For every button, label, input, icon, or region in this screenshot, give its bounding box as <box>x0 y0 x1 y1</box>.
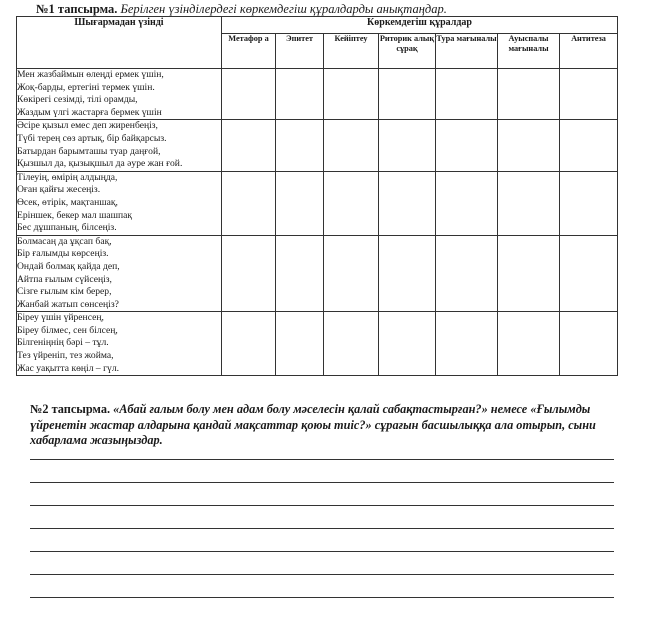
answer-cell-personification[interactable] <box>324 69 379 120</box>
answer-cell-figurative-meaning[interactable] <box>498 171 560 235</box>
excerpt-line: Көкірегі сезімді, тілі орамды, <box>17 94 138 106</box>
column-header-excerpt: Шығармадан үзінді <box>17 17 222 69</box>
excerpt-line: Жанбай жатып сөнсеңіз? <box>17 298 119 310</box>
excerpt-line: Сізге ғылым кім берер, <box>17 286 112 298</box>
answer-cell-figurative-meaning[interactable] <box>498 120 560 171</box>
excerpt-cell <box>17 69 222 120</box>
column-header-rhetorical-question: Риторик алық сұрақ <box>379 34 436 69</box>
column-header-devices: Көркемдегіш құралдар <box>222 17 618 34</box>
answer-cell-figurative-meaning[interactable] <box>498 69 560 120</box>
excerpt-line: Тез үйреніп, тез жойма, <box>17 350 114 362</box>
column-header-epithet: Эпитет <box>276 34 324 69</box>
answer-cell-personification[interactable] <box>324 235 379 312</box>
answer-cell-literal-meaning[interactable] <box>436 69 498 120</box>
answer-cell-antithesis[interactable] <box>560 171 618 235</box>
task2-question: «Абай ғалым болу мен адам болу мәселесін қалай сабақтастырған?» немесе «Ғылымды үйренетін жастар алдарына қандай мақсаттар қоюы тиіс?» сұрағын басшылыққа ала отырып, сыни хабарлама жазыңыздар. <box>30 402 596 447</box>
excerpt-line: Біреу үшін үйренсең, <box>17 312 104 324</box>
answer-cell-personification[interactable] <box>324 171 379 235</box>
table-row <box>17 120 618 171</box>
literary-devices-table <box>16 16 618 376</box>
excerpt-line: Ондай болмақ қайда деп, <box>17 260 120 272</box>
excerpt-line: Өсек, өтірік, мақтаншақ, <box>17 196 118 208</box>
excerpt-line: Әсіре қызыл емес деп жиренбеңіз, <box>17 120 158 132</box>
task2-block <box>30 402 614 449</box>
answer-cell-rhetorical-question[interactable] <box>379 120 436 171</box>
answer-cell-antithesis[interactable] <box>560 69 618 120</box>
answer-cell-rhetorical-question[interactable] <box>379 235 436 312</box>
excerpt-line: Еріншек, бекер мал шашпақ <box>17 209 133 221</box>
answer-cell-rhetorical-question[interactable] <box>379 312 436 376</box>
answer-cell-metaphor[interactable] <box>222 312 276 376</box>
answer-cell-epithet[interactable] <box>276 171 324 235</box>
answer-cell-literal-meaning[interactable] <box>436 235 498 312</box>
answer-cell-antithesis[interactable] <box>560 312 618 376</box>
table-row <box>17 69 618 120</box>
excerpt-line: Бес дұшпаның, білсеңіз. <box>17 222 117 234</box>
answer-cell-literal-meaning[interactable] <box>436 120 498 171</box>
answer-cell-epithet[interactable] <box>276 235 324 312</box>
excerpt-line: Жоқ-барды, ертегіні термек үшін. <box>17 81 155 93</box>
excerpt-cell <box>17 171 222 235</box>
answer-cell-epithet[interactable] <box>276 69 324 120</box>
answer-cell-personification[interactable] <box>324 120 379 171</box>
answer-cell-metaphor[interactable] <box>222 235 276 312</box>
excerpt-line: Мен жазбаймын өлеңді ермек үшін, <box>17 69 164 80</box>
task1-instruction: Берілген үзінділердегі көркемдегіш құралдарды анықтаңдар. <box>120 2 447 16</box>
answer-cell-rhetorical-question[interactable] <box>379 171 436 235</box>
answer-cell-figurative-meaning[interactable] <box>498 235 560 312</box>
excerpt-cell <box>17 120 222 171</box>
answer-cell-metaphor[interactable] <box>222 171 276 235</box>
excerpt-line: Айтпа ғылым сүйсеңіз, <box>17 273 112 285</box>
task1-header <box>36 2 447 17</box>
column-header-personification: Кейіптеу <box>324 34 379 69</box>
answer-line[interactable] <box>30 505 614 506</box>
answer-cell-rhetorical-question[interactable] <box>379 69 436 120</box>
answer-cell-personification[interactable] <box>324 312 379 376</box>
answer-line[interactable] <box>30 574 614 575</box>
answer-line[interactable] <box>30 459 614 460</box>
column-header-metaphor: Метафор а <box>222 34 276 69</box>
excerpt-line: Бір ғалымды көрсеңіз. <box>17 248 109 260</box>
answer-cell-antithesis[interactable] <box>560 235 618 312</box>
answer-line[interactable] <box>30 597 614 598</box>
answer-cell-epithet[interactable] <box>276 312 324 376</box>
answer-line[interactable] <box>30 551 614 552</box>
excerpt-line: Болмасаң да ұқсап бақ, <box>17 235 112 247</box>
answer-cell-literal-meaning[interactable] <box>436 171 498 235</box>
answer-line[interactable] <box>30 528 614 529</box>
task1-number: №1 тапсырма. <box>36 2 118 16</box>
column-header-antithesis: Антитеза <box>560 34 618 69</box>
excerpt-line: Жаздым үлгі жастарға бермек үшін <box>17 106 162 118</box>
table-row <box>17 312 618 376</box>
excerpt-line: Тілеуің, өмірің алдыңда, <box>17 171 118 183</box>
table-row <box>17 235 618 312</box>
excerpt-cell <box>17 235 222 312</box>
excerpt-line: Оған қайғы жесеңіз. <box>17 184 101 196</box>
answer-cell-epithet[interactable] <box>276 120 324 171</box>
task2-number: №2 тапсырма. <box>30 402 111 416</box>
answer-cell-metaphor[interactable] <box>222 120 276 171</box>
column-header-literal-meaning: Тура мағыналы <box>436 34 498 69</box>
excerpt-line: Түбі терең сөз артық, бір байқарсыз. <box>17 132 167 144</box>
column-header-figurative-meaning: Ауыспалы мағыналы <box>498 34 560 69</box>
answer-line[interactable] <box>30 482 614 483</box>
answer-cell-figurative-meaning[interactable] <box>498 312 560 376</box>
excerpt-line: Білгеніңнің бәрі – тұл. <box>17 337 109 349</box>
answer-cell-literal-meaning[interactable] <box>436 312 498 376</box>
excerpt-line: Батырдан барымташы туар даңғой, <box>17 145 161 157</box>
answer-cell-antithesis[interactable] <box>560 120 618 171</box>
table-row <box>17 171 618 235</box>
excerpt-cell <box>17 312 222 376</box>
excerpt-line: Біреу білмес, сен білсең, <box>17 324 118 336</box>
answer-cell-metaphor[interactable] <box>222 69 276 120</box>
excerpt-line: Қызшыл да, қызықшыл да әуре жан ғой. <box>17 158 183 170</box>
excerpt-line: Жас уақытта көңіл – гүл. <box>17 362 120 374</box>
